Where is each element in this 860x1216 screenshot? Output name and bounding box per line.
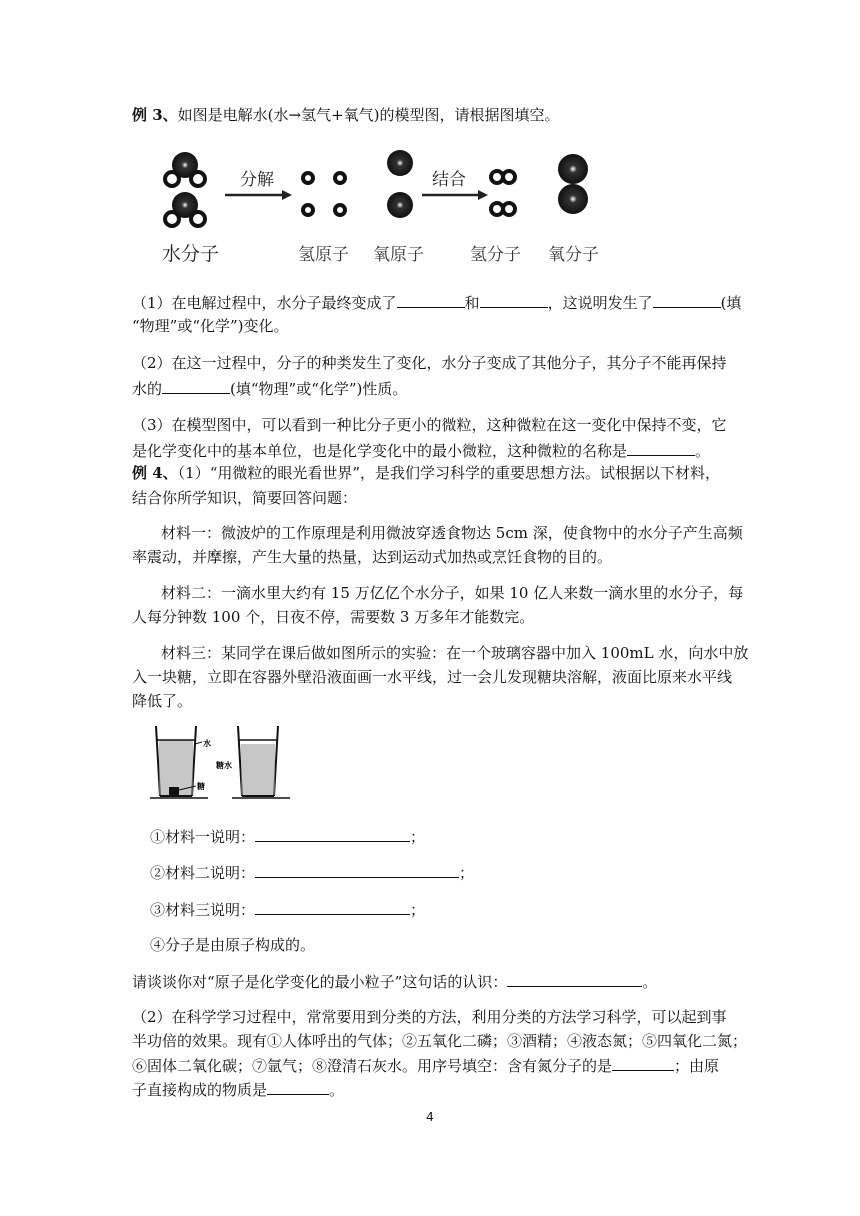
answer-blank[interactable]	[397, 292, 465, 308]
oxygen-atoms-icon	[387, 150, 413, 218]
answer-blank[interactable]	[627, 440, 695, 456]
ex4-p2-line3: ⑥固体二氧化碳；⑦氩气；⑧澄清石灰水。用序号填空：含有氮分子的是 ；由原	[132, 1057, 720, 1075]
ex3-q2-line1: （2）在这一过程中，分子的种类发生了变化，水分子变成了其他分子，其分子不能再保持	[132, 354, 727, 372]
material-1-line2: 率震动，并摩擦，产生大量的热量，达到运动式加热或烹饪食物的目的。	[132, 548, 613, 566]
ex3-q2-line2: 水的 (填“物理”或“化学”)性质。	[132, 380, 408, 398]
answer-material-3: ③材料三说明： ；	[150, 901, 426, 919]
water-molecule-icon	[165, 152, 205, 186]
material-1-line1: 材料一：微波炉的工作原理是利用微波穿透食物达 5cm 深，使食物中的水分子产生高频	[161, 524, 743, 542]
hydrogen-atoms-icon	[303, 173, 345, 215]
ex3-q1-line1: （1）在电解过程中，水分子最终变成了 和 ，这说明发生了 (填	[132, 294, 742, 312]
answer-blank[interactable]	[507, 971, 642, 987]
ex4-p2-line1: （2）在科学学习过程中，常常要用到分类的方法，利用分类的方法学习科学，可以起到事	[132, 1008, 727, 1026]
ex4-talk-line: 请谈谈你对“原子是化学变化的最小粒子”这句话的认识： 。	[132, 973, 658, 991]
arrow-label-combine: 结合	[432, 170, 466, 190]
material-3-line2: 入一块糖，立即在容器外壁沿液面画一水平线，过一会儿发现糖块溶解，液面比原来水平线	[132, 668, 733, 686]
water-molecule-icon	[165, 192, 205, 226]
ex4-p2-line2: 半功倍的效果。现有①人体呼出的气体；②五氧化二磷；③酒精；④液态氮；⑤四氧化二氮；	[132, 1032, 748, 1050]
ex3-q3-line2: 是化学变化中的基本单位，也是化学变化中的最小微粒，这种微粒的名称是 。	[132, 442, 711, 460]
ex4-intro-line2: 结合你所学知识，简要回答问题：	[132, 489, 358, 507]
material-2-line2: 人每分钟数 100 个，日夜不停，需要数 3 万多年才能数完。	[132, 608, 535, 626]
ex3-label: 例 3、	[132, 106, 178, 124]
answer-material-4: ④分子是由原子构成的。	[150, 936, 316, 954]
label-hydrogen-atom: 氢原子	[298, 245, 349, 265]
sugar-cube-icon	[169, 787, 179, 795]
label-hydrogen-molecule: 氢分子	[470, 245, 521, 265]
material-2-line1: 材料二：一滴水里大约有 15 万亿亿个水分子，如果 10 亿人来数一滴水里的水分子，每	[161, 584, 744, 602]
label-water-molecule: 水分子	[162, 243, 220, 265]
ex4-p2-line4: 子直接构成的物质是 。	[132, 1081, 345, 1099]
answer-blank[interactable]	[255, 826, 410, 842]
ex4-intro-line1: 例 4、（1）“用微粒的眼光看世界”，是我们学习科学的重要思想方法。试根据以下材料，	[132, 464, 721, 482]
beaker-with-sugar-water-icon	[238, 726, 278, 796]
answer-blank[interactable]	[612, 1055, 674, 1071]
answer-material-2: ②材料二说明： ；	[150, 864, 475, 882]
ex4-label: 例 4、	[132, 464, 178, 482]
label-oxygen-molecule: 氧分子	[548, 245, 599, 265]
ex3-q1-line2: “物理”或“化学”)变化。	[132, 317, 289, 335]
material-3-line3: 降低了。	[132, 692, 193, 710]
beaker-with-water-icon	[156, 726, 196, 796]
answer-blank[interactable]	[162, 378, 230, 394]
material-3-line1: 材料三：某同学在课后做如图所示的实验：在一个玻璃容器中加入 100mL 水，向水中放	[161, 644, 749, 662]
answer-blank[interactable]	[267, 1079, 329, 1095]
label-sugar-water: 糖水	[216, 761, 232, 770]
hydrogen-molecules-icon	[491, 171, 515, 215]
answer-blank[interactable]	[480, 292, 548, 308]
label-oxygen-atom: 氧原子	[373, 245, 424, 265]
electrolysis-model-figure	[160, 145, 630, 270]
ex3-q3-line1: （3）在模型图中，可以看到一种比分子更小的微粒，这种微粒在这一变化中保持不变，它	[132, 416, 727, 434]
arrow-head-icon	[478, 190, 488, 200]
label-sugar: 糖	[197, 782, 205, 791]
arrow-label-decompose: 分解	[240, 170, 274, 190]
answer-material-1: ①材料一说明： ；	[150, 828, 426, 846]
oxygen-molecule-icon	[558, 154, 588, 214]
answer-blank[interactable]	[653, 292, 721, 308]
sugar-dissolving-figure	[150, 722, 298, 800]
ex3-text: 如图是电解水(水→氢气+氧气)的模型图，请根据图填空。	[177, 106, 560, 124]
ex3-heading	[132, 105, 560, 125]
label-water: 水	[203, 739, 211, 748]
answer-blank[interactable]	[255, 899, 410, 915]
page-number: 4	[426, 1110, 434, 1124]
answer-blank[interactable]	[255, 862, 459, 878]
arrow-head-icon	[282, 190, 292, 200]
